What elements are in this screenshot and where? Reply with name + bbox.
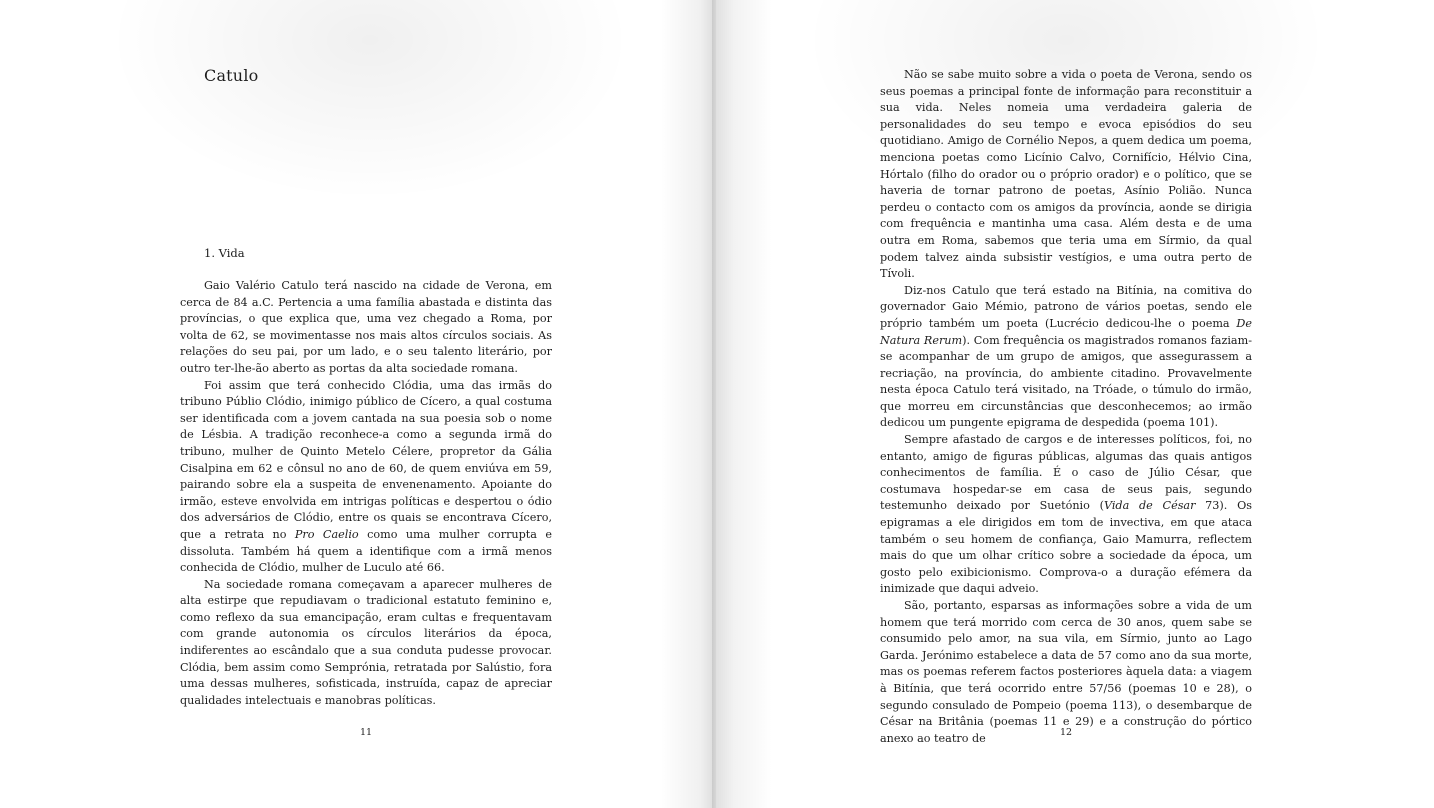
book-title: Vida de César — [1103, 499, 1196, 513]
book-title: Pro Caelio — [294, 527, 359, 541]
paragraph: São, portanto, esparsas as informações sobre a vida de um homem que terá morrido com cerca de 30 anos, quem sabe se consumido pelo amor, na sua vila, em Sírmio, junto ao Lago Garda. Jerónimo estabelece a data de 57 como ano da sua morte, mas os poemas referem factos posteriores àquela data: a viagem à Bitínia, que terá ocorrido entre 57/56 (poemas 10 e 28), o segundo consulado de Pompeio (poema 113), o desembarque de César na Britânia (poemas 11 e 29) e a construção do pórtico anexo ao teatro de — [880, 599, 1252, 745]
page-number: 12 — [1059, 727, 1073, 738]
paragraph-text: como uma mulher corrupta e dissoluta. Também há quem a identifique com a irmã menos conhecida de Clódio, mulher de Luculo até 66. — [180, 527, 552, 575]
paragraph: Na sociedade romana começavam a aparecer mulheres de alta estirpe que repudiavam o tradicional estatuto feminino e, como reflexo da sua emancipação, eram cultas e frequentavam com grande autonomia os círculos literários da época, indiferentes ao escândalo que a sua conduta pudesse provocar. Clódia, bem assim como Semprónia, retratada por Salústio, fora uma dessas mulheres, sofisticada, instruída, capaz de apreciar qualidades intelectuais e manobras políticas. — [180, 577, 552, 707]
right-body-text — [880, 67, 1252, 747]
paragraph — [880, 432, 1252, 598]
left-body-text — [180, 278, 552, 709]
paragraph-text: Sempre afastado de cargos e de interesses políticos, foi, no entanto, amigo de figuras públicas, algumas das quais antigos conhecimentos de família. É o caso de Júlio César, que costumava hospedar-se em casa de seus pais, segundo testemunho deixado por Suetónio ( — [880, 433, 1252, 513]
paragraph: Gaio Valério Catulo terá nascido na cidade de Verona, em cerca de 84 a.C. Pertencia a uma família abastada e distinta das províncias, o que explica que, uma vez chegado a Roma, por volta de 62, se movimentasse nos mais altos círculos sociais. As relações do seu pai, por um lado, e o seu talento literário, por outro ter-lhe-ão aberto as portas da alta sociedade romana. — [180, 279, 552, 375]
book-title: De Natura Rerum — [880, 316, 1252, 347]
paragraph-text: Diz-nos Catulo que terá estado na Bitínia, na comitiva do governador Gaio Mémio, patrono de vários poetas, sendo ele próprio também um poeta (Lucrécio dedicou-lhe o poema — [880, 283, 1252, 330]
left-page — [0, 0, 716, 808]
paragraph-text: Foi assim que terá conhecido Clódia, uma das irmãs do tribuno Públio Clódio, inimigo público de Cícero, a qual costuma ser identificada com a jovem cantada na sua poesia sob o nome de Lésbia. A tradição reconhece-a como a segunda irmã do tribuno, mulher de Quinto Metelo Célere, propretor da Gália Cisalpina em 62 e cônsul no ano de 60, de quem enviúva em 59, pairando sobre ela a suspeita de envenenamento. Apoiante do irmão, esteve envolvida em intrigas políticas e despertou o ódio dos adversários de Clódio, entre os quais se encontrava Cícero, que a retrata no — [180, 378, 552, 541]
paragraph: Não se sabe muito sobre a vida o poeta de Verona, sendo os seus poemas a principal fonte de informação para reconstituir a sua vida. Neles nomeia uma verdadeira galeria de personalidades do seu tempo e evoca episódios do seu quotidiano. Amigo de Cornélio Nepos, a quem dedica um poema, menciona poetas como Licínio Calvo, Cornifício, Hélvio Cina, Hórtalo (filho do orador ou o próprio orador) e o político, que se haveria de tornar patrono de poetas, Asínio Polião. Nunca perdeu o contacto com os amigos da província, aonde se dirigia com frequência e mantinha uma casa. Além desta e de uma outra em Roma, sabemos que teria uma em Sírmio, da qual podem talvez ainda subsistir vestígios, e uma outra perto de Tívoli. — [880, 68, 1252, 281]
paragraph-text: 73). Os epigramas a ele dirigidos em tom de invectiva, em que ataca também o seu homem de confiança, Gaio Mamurra, reflectem mais do que um olhar crítico sobre a sociedade da época, um gosto pelo exibicionismo. Comprova-o a duração efémera da inimizade que daqui adveio. — [880, 499, 1252, 596]
chapter-title: Catulo — [204, 66, 259, 85]
right-page — [716, 0, 1434, 808]
paragraph-text: ). Com frequência os magistrados romanos faziam-se acompanhar de um grupo de amigos, que assegurassem a recriação, na província, do ambiente citadino. Provavelmente nesta época Catulo terá visitado, na Tróade, o túmulo do irmão, que morreu em circunstâncias que desconhecemos; ao irmão dedicou um pungente epigrama de despedida (poema 101). — [880, 333, 1252, 430]
page-number: 11 — [359, 727, 373, 738]
paragraph — [180, 378, 552, 577]
paragraph — [880, 283, 1252, 432]
section-heading: 1. Vida — [204, 246, 245, 260]
